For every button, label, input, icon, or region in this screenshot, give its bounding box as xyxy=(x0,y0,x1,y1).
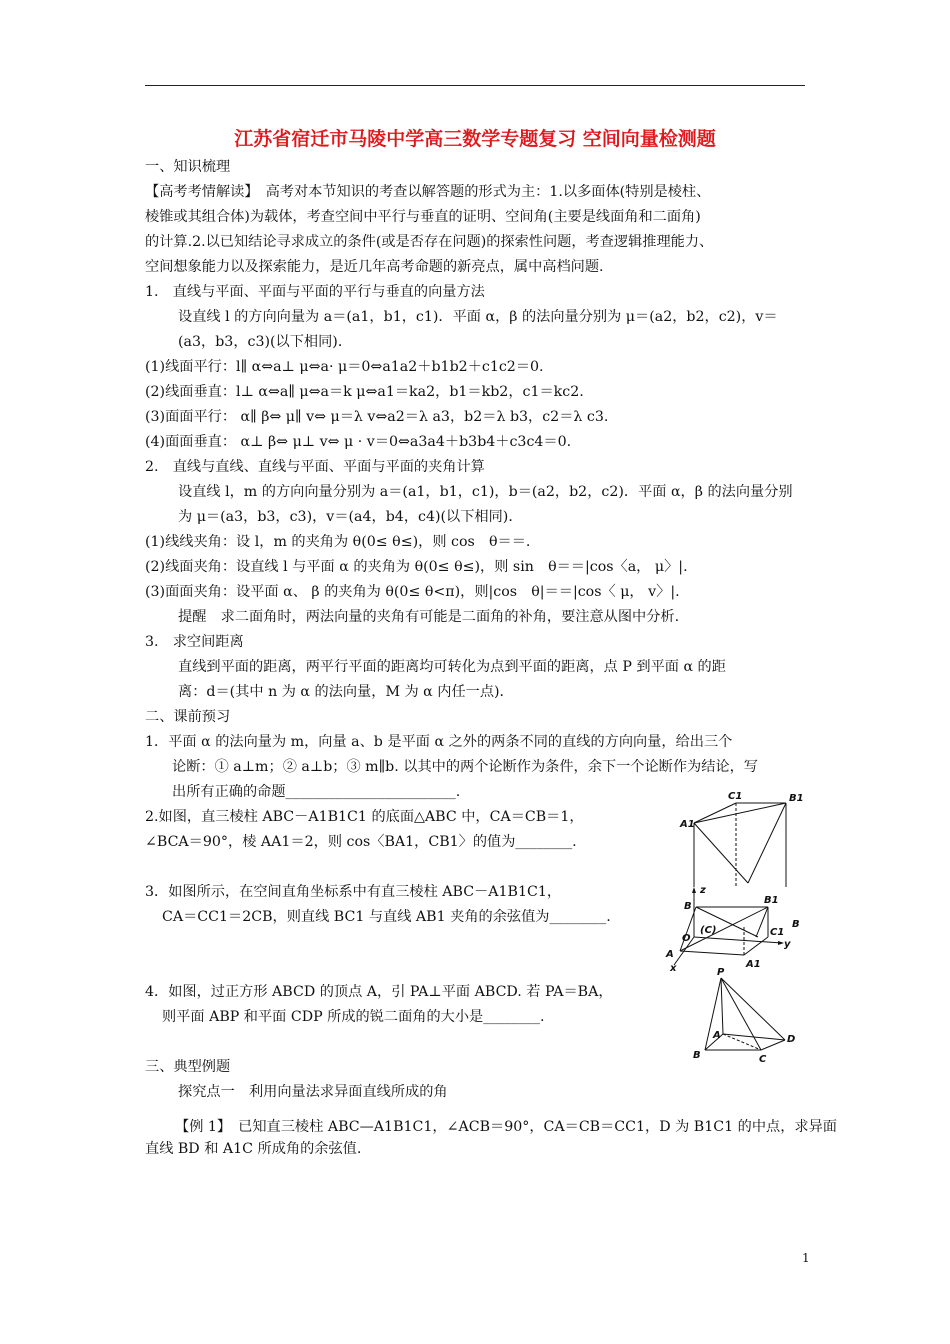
section-heading: 二、课前预习 xyxy=(145,709,231,725)
fig2-label: y xyxy=(784,939,791,950)
text-line: 设直线 l，m 的方向向量分别为 a＝(a1，b1，c1)，b＝(a2，b2，c2)．平面 α，β 的法向量分别 xyxy=(178,484,793,500)
fig2-label: B xyxy=(792,919,800,930)
text-line: (a3，b3，c3)(以下相同)． xyxy=(178,334,353,350)
pyramid-figure xyxy=(685,968,805,1064)
section-heading: 三、典型例题 xyxy=(145,1059,231,1075)
text-line: 棱锥或其组合体)为载体，考查空间中平行与垂直的证明、空间角(主要是线面角和二面角) xyxy=(145,209,701,225)
formula-line: (3)面面夹角：设平面 α、 β 的夹角为 θ(0≤ θ<π)，则|cos θ|＝＝|cos〈 μ， v〉|. xyxy=(145,584,680,600)
fig1-label: A1 xyxy=(680,819,695,830)
formula-line: (2)线面垂直：l⊥ α⇔a∥ μ⇔a＝k μ⇔a1＝ka2，b1＝kb2，c1＝kc2. xyxy=(145,384,584,400)
fig1-label: C1 xyxy=(728,791,743,802)
fig2-label: B xyxy=(684,901,692,912)
text-line: 离：d＝(其中 n 为 α 的法向量，M 为 α 内任一点)． xyxy=(178,684,514,700)
fig2-label: z xyxy=(700,885,706,896)
header-rule xyxy=(145,85,805,86)
question-1: 1．平面 α 的法向量为 m，向量 a、b 是平面 α 之外的两条不同的直线的方向向量，给出三个 xyxy=(145,734,733,750)
subsection-heading: 探究点一 利用向量法求异面直线所成的角 xyxy=(178,1084,448,1100)
formula-line: (3)面面平行： α∥ β⇔ μ∥ v⇔ μ＝λ v⇔a2＝λ a3，b2＝λ b3，c2＝λ c3. xyxy=(145,409,609,425)
question-2-cont: ∠BCA＝90°，棱 AA1＝2，则 cos〈BA1，CB1〉的值为________. xyxy=(145,834,577,850)
example-1-cont: 直线 BD 和 A1C 所成角的余弦值. xyxy=(145,1141,362,1157)
question-3-cont: CA＝CC1＝2CB，则直线 BC1 与直线 AB1 夹角的余弦值为________. xyxy=(162,909,611,925)
fig3-label: A xyxy=(713,1030,721,1041)
text-line: 为 μ＝(a3，b3，c3)，v＝(a4，b4，c4)(以下相同)． xyxy=(178,509,523,525)
text-line: 【高考考情解读】 高考对本节知识的考查以解答题的形式为主：1.以多面体(特别是棱柱、 xyxy=(145,184,711,200)
page-number: 1 xyxy=(802,1251,810,1265)
question-4: 4．如图，过正方形 ABCD 的顶点 A，引 PA⊥平面 ABCD. 若 PA＝BA， xyxy=(145,984,613,1000)
fig2-label: B1 xyxy=(764,895,779,906)
question-1-cont: 出所有正确的命题________________________. xyxy=(172,784,461,800)
note-line: 提醒 求二面角时，两法向量的夹角有可能是二面角的补角，要注意从图中分析. xyxy=(178,609,680,625)
prism-figure xyxy=(668,785,808,889)
formula-line: (1)线面平行：l∥ α⇔a⊥ μ⇔a· μ＝0⇔a1a2＋b1b2＋c1c2＝0. xyxy=(145,359,544,375)
fig2-label: (C) xyxy=(700,925,717,936)
coord-prism-figure xyxy=(660,885,805,973)
fig3-label: P xyxy=(717,967,725,978)
formula-line: (4)面面垂直： α⊥ β⇔ μ⊥ v⇔ μ · v＝0⇔a3a4＋b3b4＋c3c4＝0. xyxy=(145,434,572,450)
example-1: 【例 1】 已知直三棱柱 ABC—A1B1C1，∠ACB＝90°，CA＝CB＝CC1，D 为 B1C1 的中点，求异面 xyxy=(175,1119,837,1135)
fig2-label: O xyxy=(682,933,691,944)
formula-line: (2)线面夹角：设直线 l 与平面 α 的夹角为 θ(0≤ θ≤)，则 sin θ＝＝|cos〈a， μ〉|. xyxy=(145,559,688,575)
section-heading: 一、知识梳理 xyxy=(145,159,231,175)
text-line: 直线到平面的距离，两平行平面的距离均可转化为点到平面的距离，点 P 到平面 α 的距 xyxy=(178,659,726,675)
question-1-cont: 论断：① a⊥m；② a⊥b；③ m∥b. 以其中的两个论断作为条件，余下一个论断作为结论，写 xyxy=(172,759,758,775)
subsection-heading: 3. 求空间距离 xyxy=(145,634,244,650)
fig2-label: C1 xyxy=(770,927,785,938)
fig1-label: B1 xyxy=(789,793,804,804)
formula-line: (1)线线夹角：设 l，m 的夹角为 θ(0≤ θ≤)，则 cos θ＝＝. xyxy=(145,534,531,550)
question-2: 2.如图，直三棱柱 ABC－A1B1C1 的底面△ABC 中，CA＝CB＝1， xyxy=(145,809,584,825)
fig3-label: C xyxy=(759,1054,767,1065)
subsection-heading: 1. 直线与平面、平面与平面的平行与垂直的向量方法 xyxy=(145,284,485,300)
text-line: 空间想象能力以及探索能力，是近几年高考命题的新亮点，属中高档问题. xyxy=(145,259,604,275)
page-title: 江苏省宿迁市马陵中学高三数学专题复习 空间向量检测题 xyxy=(234,128,716,150)
fig3-label: D xyxy=(787,1034,796,1045)
fig2-label: A xyxy=(666,949,674,960)
question-4-cont: 则平面 ABP 和平面 CDP 所成的锐二面角的大小是________. xyxy=(162,1009,545,1025)
text-line: 的计算.2.以已知结论寻求成立的条件(或是否存在问题)的探索性问题，考查逻辑推理能力、 xyxy=(145,234,714,250)
question-3: 3．如图所示，在空间直角坐标系中有直三棱柱 ABC－A1B1C1， xyxy=(145,884,562,900)
subsection-heading: 2. 直线与直线、直线与平面、平面与平面的夹角计算 xyxy=(145,459,485,475)
fig2-label: A1 xyxy=(746,959,761,970)
fig2-label: x xyxy=(670,963,677,974)
text-line: 设直线 l 的方向向量为 a＝(a1，b1，c1)．平面 α，β 的法向量分别为 μ＝(a2，b2，c2)，v＝ xyxy=(178,309,778,325)
fig3-label: B xyxy=(693,1050,701,1061)
